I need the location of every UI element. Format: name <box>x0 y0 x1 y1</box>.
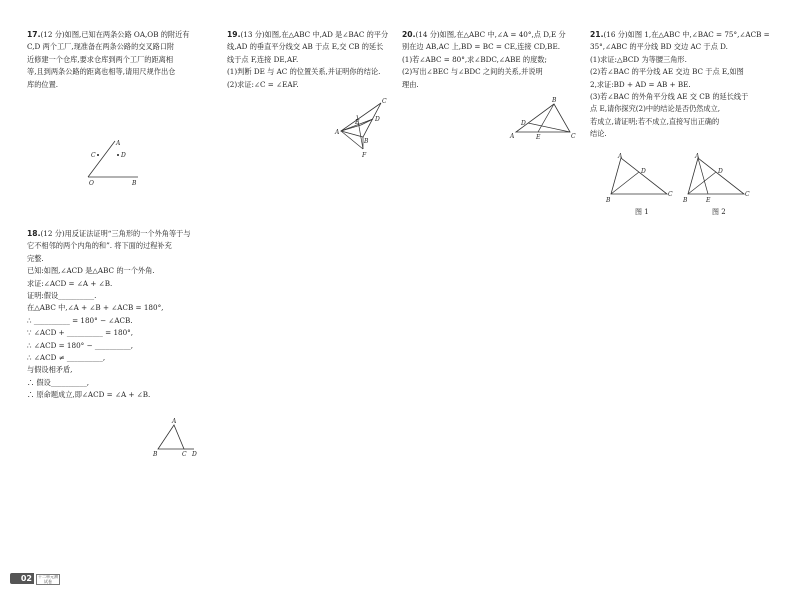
ray-OA <box>88 141 115 177</box>
label-D: D <box>718 168 723 175</box>
q20-number: 20. <box>402 30 416 39</box>
label-D: D <box>192 451 197 458</box>
q21-line-9: 结论. <box>590 129 607 139</box>
q19-line-5: (2)求证:∠C = ∠EAF. <box>227 79 299 89</box>
q20-line-5: 理由. <box>402 79 419 89</box>
q18-line-4: 已知:如图,∠ACD 是△ABC 的一个外角. <box>27 266 155 276</box>
label-O: O <box>89 180 94 187</box>
label-D: D <box>121 152 126 159</box>
q18-number: 18. <box>27 229 41 238</box>
q20-figure <box>510 96 580 141</box>
q20-line-4: (2)写出∠BEC 与∠BDC 之间的关系,并说明 <box>402 67 543 77</box>
label-B: B <box>364 138 369 145</box>
q20-line-2: 别在边 AB,AC 上,BD = BC = CE,连接 CD,BE. <box>402 42 560 52</box>
q21-line-8: 若成立,请证明;若不成立,直接写出正确的 <box>590 116 720 126</box>
triangle-ABC <box>158 425 184 449</box>
q18-line-2: 它不相邻的两个内角的和”. 将下面的过程补充 <box>27 241 172 251</box>
label-D: D <box>641 168 646 175</box>
label-A: A <box>116 140 121 147</box>
page-number: 02 <box>10 573 34 584</box>
point-D <box>117 154 119 156</box>
q21-figure-1-caption: 图 1 <box>635 208 649 216</box>
q19-line-2: 线,AD 的垂直平分线交 AB 于点 E,交 CB 的延长 <box>227 42 384 52</box>
label-C: C <box>668 191 673 198</box>
point-C <box>97 154 99 156</box>
q18-line-13: ∴ 假设__________, <box>27 377 90 387</box>
q18-line-6: 证明:假设__________. <box>27 291 97 301</box>
q21-line-6: (3)若∠BAC 的外角平分线 AE 交 CB 的延长线于 <box>590 92 749 102</box>
q19-number: 19. <box>227 30 241 39</box>
q21-line-1: 21.(16 分)如图 1,在△ABC 中,∠BAC = 75°,∠ACB = <box>590 30 770 39</box>
q18-line-1: 18.(12 分)用反证法证明“三角形的一个外角等于与 <box>27 229 191 238</box>
label-D: D <box>375 116 380 123</box>
q21-figure-1 <box>603 152 673 204</box>
q17-number: 17. <box>27 30 41 39</box>
q19-line-1: 19.(13 分)如图,在△ABC 中,AD 是∠BAC 的平分 <box>227 30 389 39</box>
q18-line-3: 完整. <box>27 253 44 263</box>
q18-line-10: ∴ ∠ACD = 180° − __________, <box>27 340 134 350</box>
page-number-badge <box>10 573 58 584</box>
q21-figure-2-caption: 图 2 <box>712 208 726 216</box>
label-C: C <box>382 98 387 105</box>
q18-line-11: ∴ ∠ACD ≠ __________, <box>27 353 106 363</box>
label-A: A <box>618 153 623 160</box>
q18-line-7: 在△ABC 中,∠A + ∠B + ∠ACB = 180°, <box>27 303 164 313</box>
q17-line-2: C,D 两个工厂,现准备在两条公路的交叉路口附 <box>27 42 175 52</box>
label-C: C <box>571 133 576 140</box>
label-C: C <box>182 451 187 458</box>
triangle-ABC <box>688 158 744 194</box>
label-A: A <box>695 153 700 160</box>
series-tag: 十二单元测试卷 <box>38 574 58 584</box>
q19-line-4: (1)判断 DE 与 AC 的位置关系,并证明你的结论. <box>227 67 381 77</box>
q21-line-2: 35°,∠ABC 的平分线 BD 交边 AC 于点 D. <box>590 42 728 52</box>
label-B: B <box>153 451 158 458</box>
q20-line-1: 20.(14 分)如图,在△ABC 中,∠A = 40°,点 D,E 分 <box>402 30 566 39</box>
label-A: A <box>335 129 340 136</box>
q18-line-9: ∵ ∠ACD + __________ = 180°, <box>27 328 134 338</box>
q21-figure-2 <box>682 152 752 204</box>
label-E: E <box>355 119 360 126</box>
label-E: E <box>706 197 711 204</box>
label-B: B <box>552 97 557 104</box>
q17-figure <box>80 135 150 190</box>
question-17 <box>27 29 190 91</box>
label-A: A <box>510 133 515 140</box>
q17-line-3: 近修建一个仓库,要求仓库到两个工厂的距离相 <box>27 54 174 64</box>
label-B: B <box>683 197 688 204</box>
label-C: C <box>91 152 96 159</box>
question-21 <box>590 29 770 141</box>
q20-line-3: (1)若∠ABC = 80°,求∠BDC,∠ABE 的度数; <box>402 54 547 64</box>
label-C: C <box>745 191 750 198</box>
q18-line-5: 求证:∠ACD = ∠A + ∠B. <box>27 278 113 288</box>
label-A: A <box>172 418 177 425</box>
question-18 <box>27 228 191 402</box>
bisector-AE <box>698 158 708 194</box>
q19-figure <box>333 97 393 161</box>
q17-line-1: 17.(12 分)如图,已知在两条公路 OA,OB 的附近有 <box>27 30 190 39</box>
triangle-ABC <box>516 104 570 132</box>
label-B: B <box>606 197 611 204</box>
q21-number: 21. <box>590 30 604 39</box>
q17-line-5: 库的位置. <box>27 79 59 89</box>
question-19 <box>227 29 388 91</box>
label-B: B <box>132 180 137 187</box>
q21-line-4: (2)若∠BAC 的平分线 AE 交边 BC 于点 E,如图 <box>590 67 744 77</box>
q18-line-14: ∴ 原命题成立,即∠ACD = ∠A + ∠B. <box>27 390 151 400</box>
q17-line-4: 等,且到两条公路的距离也相等,请用尺规作出仓 <box>27 67 176 77</box>
question-20 <box>402 29 566 91</box>
label-D: D <box>521 120 526 127</box>
q18-figure <box>150 415 205 460</box>
bisector-BD <box>688 172 716 194</box>
label-E: E <box>536 134 541 141</box>
q19-line-3: 线于点 F,连接 DE,AF. <box>227 54 299 64</box>
label-F: F <box>362 152 367 159</box>
q21-line-7: 点 E,请你探究(2)中的结论是否仍然成立, <box>590 104 721 114</box>
q18-line-8: ∴ __________ = 180° − ∠ACB. <box>27 315 133 325</box>
bisector-BD <box>611 172 639 194</box>
q18-line-12: 与假设相矛盾, <box>27 365 73 375</box>
q21-line-5: 2,求证:BD + AD = AB + BE. <box>590 79 691 89</box>
triangle-ABC <box>611 158 667 194</box>
segment-CD <box>528 123 570 132</box>
q21-line-3: (1)求证:△BCD 为等腰三角形. <box>590 54 687 64</box>
